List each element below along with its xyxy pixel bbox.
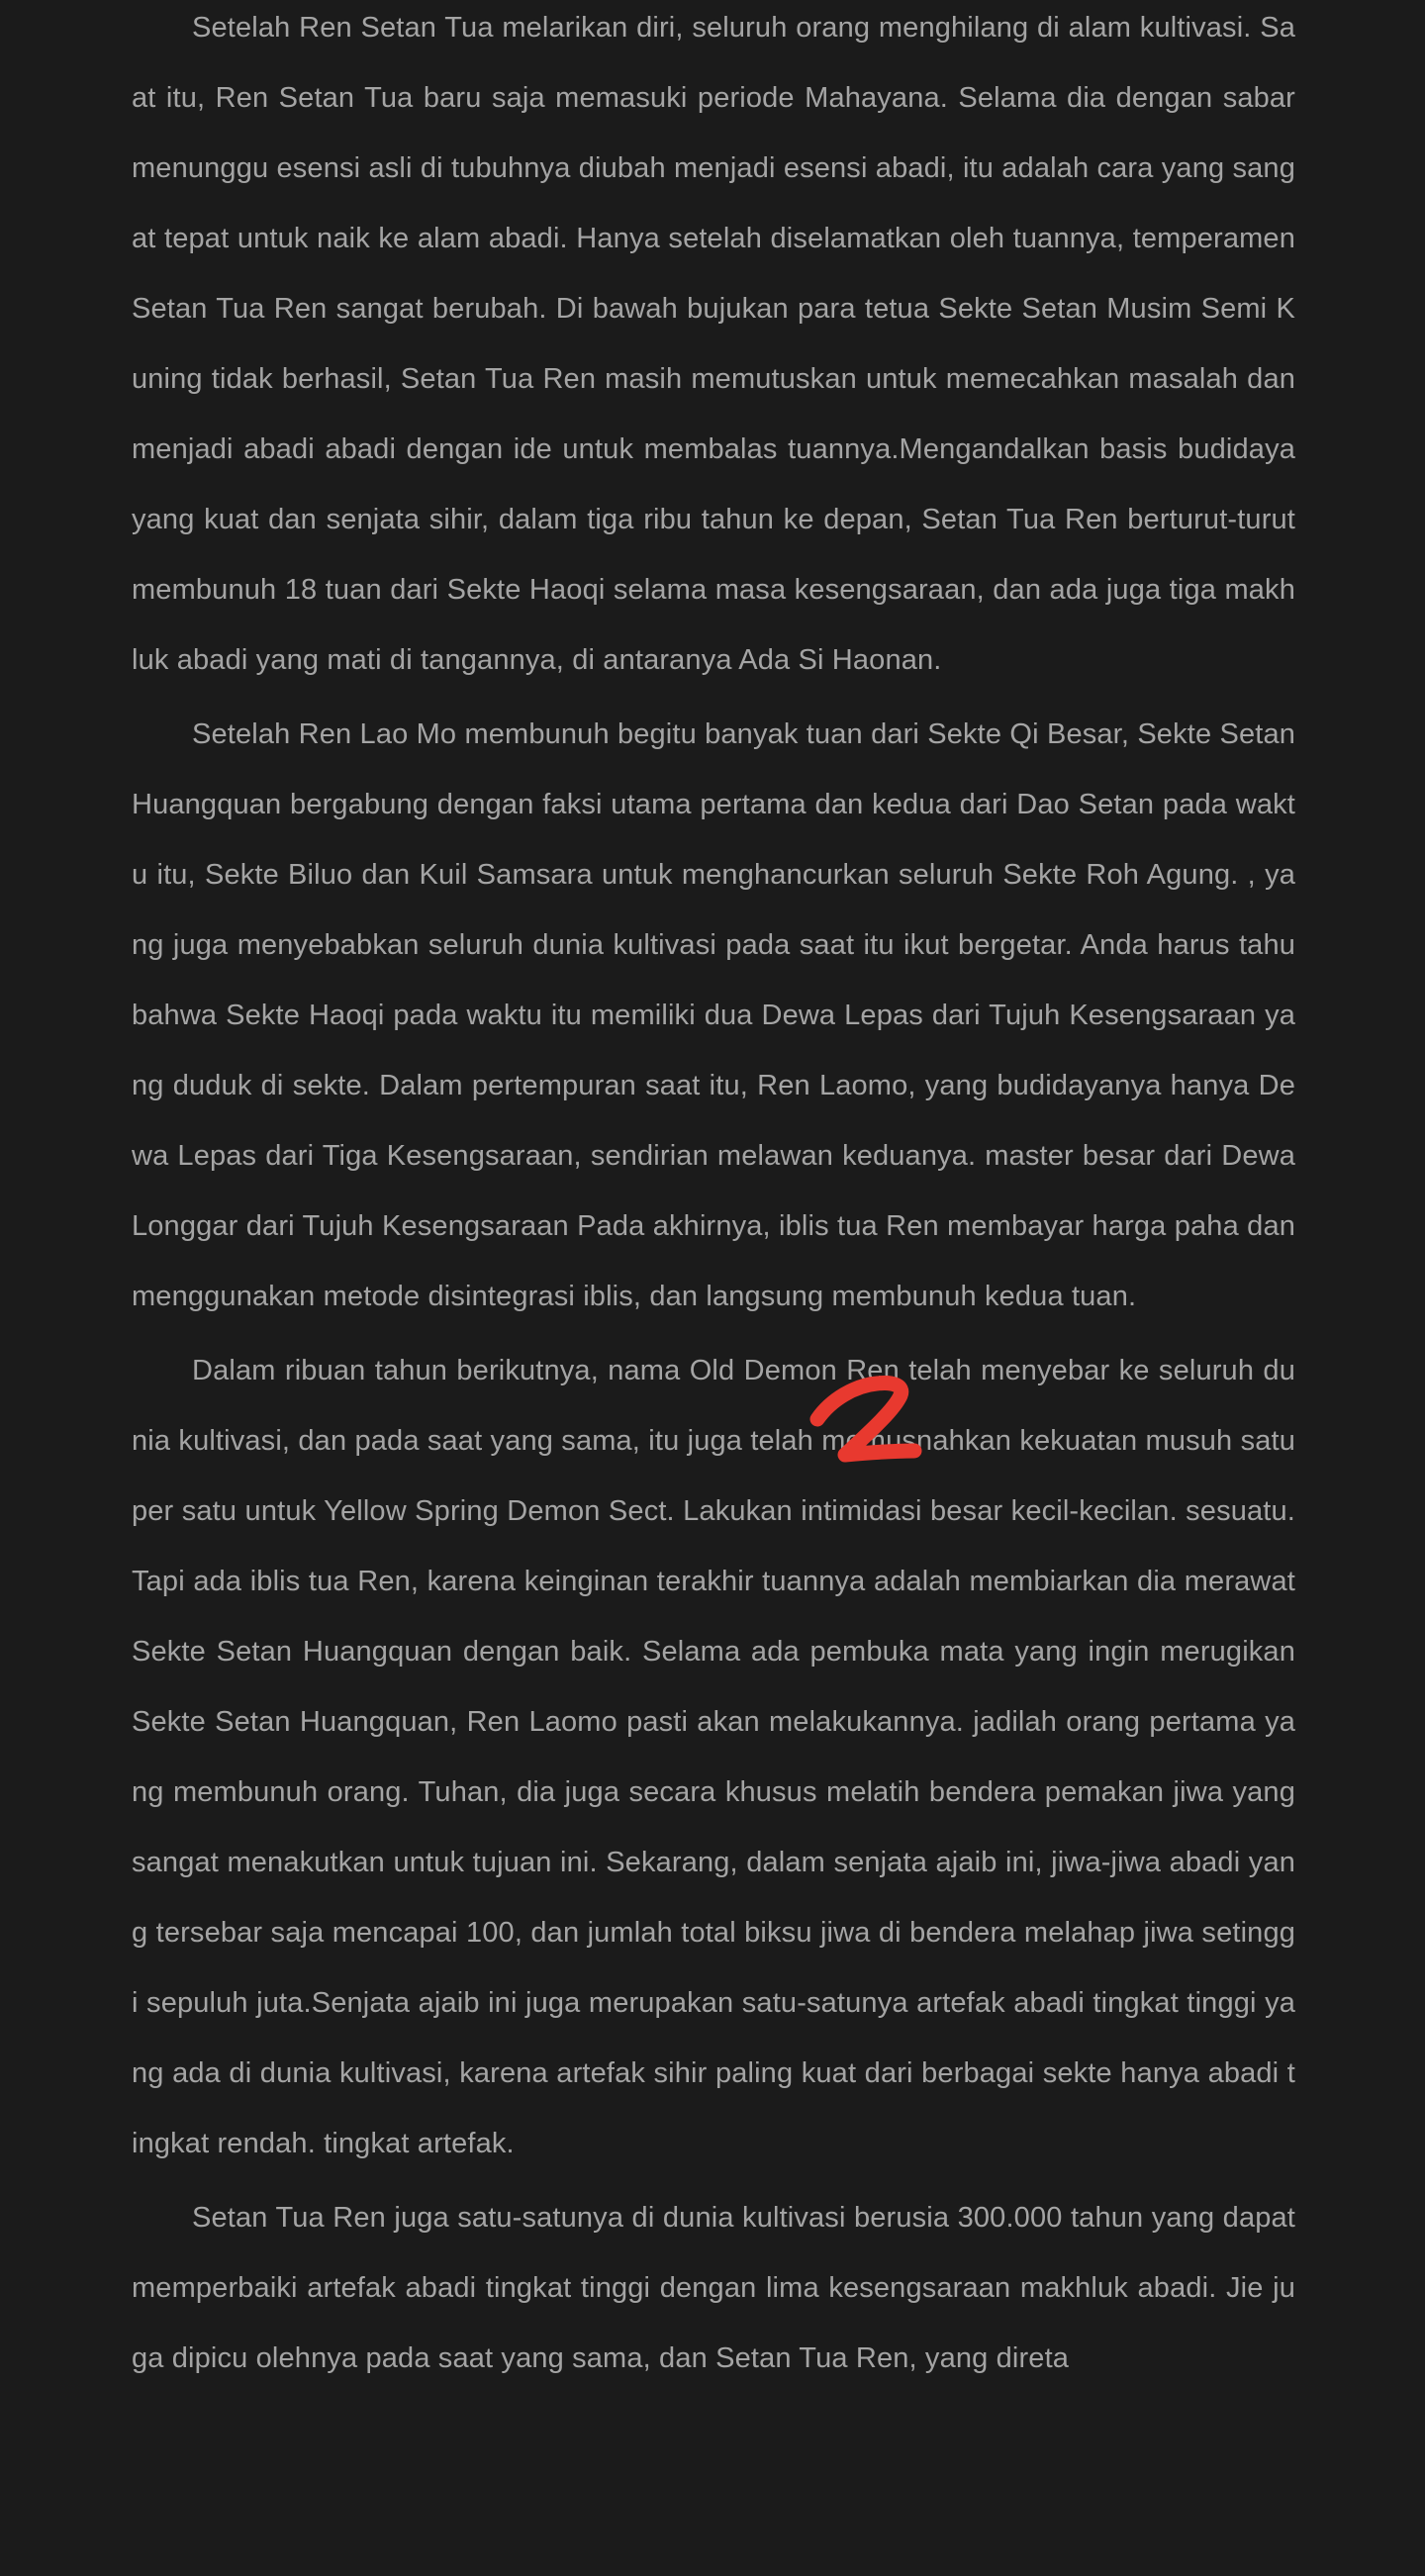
- paragraph-1: Setelah Ren Setan Tua melarikan diri, seluruh orang menghilang di alam kultivasi. Saat itu, Ren Setan Tua baru saja memasuki periode Mahayana. Selama dia dengan sabar menunggu esensi asli di tubuhnya diubah menjadi esensi abadi, itu adalah cara yang sangat tepat untuk naik ke alam abadi. Hanya setelah diselamatkan oleh tuannya, temperamen Setan Tua Ren sangat berubah. Di bawah bujukan para tetua Sekte Setan Musim Semi Kuning tidak berhasil, Setan Tua Ren masih memutuskan untuk memecahkan masalah dan menjadi abadi abadi dengan ide untuk membalas tuannya.Mengandalkan basis budidaya yang kuat dan senjata sihir, dalam tiga ribu tahun ke depan, Setan Tua Ren berturut-turut membunuh 18 tuan dari Sekte Haoqi selama masa kesengsaraan, dan ada juga tiga makhluk abadi yang mati di tangannya, di antaranya Ada Si Haonan.: [132, 12, 1295, 676]
- handwritten-page-number: [809, 1372, 938, 1471]
- handwritten-two-icon: [809, 1372, 938, 1471]
- chapter-text: [132, 0, 1295, 2398]
- paragraph-2: Setelah Ren Lao Mo membunuh begitu banyak tuan dari Sekte Qi Besar, Sekte Setan Huangquan bergabung dengan faksi utama pertama dan kedua dari Dao Setan pada waktu itu, Sekte Biluo dan Kuil Samsara untuk menghancurkan seluruh Sekte Roh Agung. , yang juga menyebabkan seluruh dunia kultivasi pada saat itu ikut bergetar. Anda harus tahu bahwa Sekte Haoqi pada waktu itu memiliki dua Dewa Lepas dari Tujuh Kesengsaraan yang duduk di sekte. Dalam pertempuran saat itu, Ren Laomo, yang budidayanya hanya Dewa Lepas dari Tiga Kesengsaraan, sendirian melawan keduanya. master besar dari Dewa Longgar dari Tujuh Kesengsaraan Pada akhirnya, iblis tua Ren membayar harga paha dan menggunakan metode disintegrasi iblis, dan langsung membunuh kedua tuan.: [132, 718, 1295, 1312]
- paragraph-3: Dalam ribuan tahun berikutnya, nama Old Demon Ren telah menyebar ke seluruh dunia kultivasi, dan pada saat yang sama, itu juga telah memusnahkan kekuatan musuh satu per satu untuk Yellow Spring Demon Sect. Lakukan intimidasi besar kecil-kecilan. sesuatu. Tapi ada iblis tua Ren, karena keinginan terakhir tuannya adalah membiarkan dia merawat Sekte Setan Huangquan dengan baik. Selama ada pembuka mata yang ingin merugikan Sekte Setan Huangquan, Ren Laomo pasti akan melakukannya. jadilah orang pertama yang membunuh orang. Tuhan, dia juga secara khusus melatih bendera pemakan jiwa yang sangat menakutkan untuk tujuan ini. Sekarang, dalam senjata ajaib ini, jiwa-jiwa abadi yang tersebar saja mencapai 100, dan jumlah total biksu jiwa di bendera melahap jiwa setinggi sepuluh juta.Senjata ajaib ini juga merupakan satu-satunya artefak abadi tingkat tinggi yang ada di dunia kultivasi, karena artefak sihir paling kuat dari berbagai sekte hanya abadi tingkat rendah. tingkat artefak.: [132, 1355, 1295, 2159]
- paragraph-4: Setan Tua Ren juga satu-satunya di dunia kultivasi berusia 300.000 tahun yang dapat memperbaiki artefak abadi tingkat tinggi dengan lima kesengsaraan makhluk abadi. Jie juga dipicu olehnya pada saat yang sama, dan Setan Tua Ren, yang direta: [132, 2202, 1295, 2374]
